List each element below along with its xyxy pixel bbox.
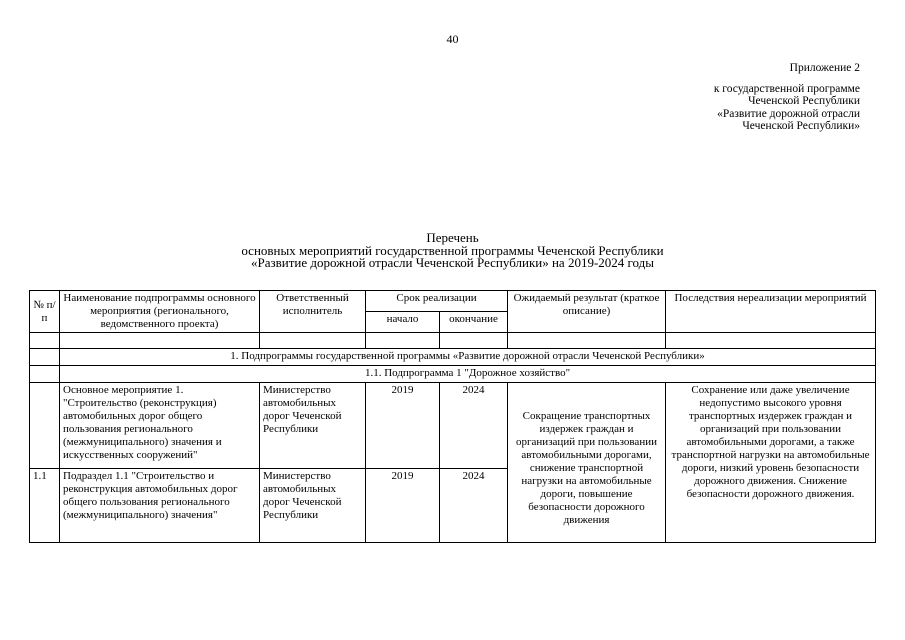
section-title: 1. Подпрограммы государственной программы «Развитие дорожной отрасли Чеченской Республики» bbox=[60, 349, 876, 366]
table-row bbox=[30, 383, 876, 469]
page-number: 40 bbox=[446, 32, 459, 46]
header-responsible: Ответственный исполнитель bbox=[260, 291, 366, 333]
row-name: Подраздел 1.1 "Строительство и реконструкция автомобильных дорог общего пользования регионального (межмуниципального) значения" bbox=[60, 469, 260, 543]
header-consequences: Последствия нереализации мероприятий bbox=[666, 291, 876, 333]
row-num: 1.1 bbox=[30, 469, 60, 543]
header-name: Наименование подпрограммы основного мероприятия (регионального, ведомственного проекта) bbox=[60, 291, 260, 333]
title-line-2: основных мероприятий государственной программы Чеченской Республики bbox=[241, 242, 664, 258]
header-period: Срок реализации bbox=[366, 291, 508, 312]
row-name: Основное мероприятие 1. "Строительство (реконструкция) автомобильных дорог общего пользования регионального (межмуниципального) значения и искусственных сооружений" bbox=[60, 383, 260, 469]
header-start: начало bbox=[366, 312, 440, 333]
header-result: Ожидаемый результат (краткое описание) bbox=[508, 291, 666, 333]
row-start: 2019 bbox=[366, 383, 440, 469]
appendix-line: «Развитие дорожной отрасли bbox=[717, 107, 860, 120]
header-num: № п/п bbox=[30, 291, 60, 333]
subsection-title: 1.1. Подпрограмма 1 "Дорожное хозяйство" bbox=[60, 366, 876, 383]
row-end: 2024 bbox=[440, 469, 508, 543]
title-line-3: «Развитие дорожной отрасли Чеченской Республики» на 2019-2024 годы bbox=[250, 255, 655, 270]
activities-table bbox=[29, 290, 876, 543]
title-line-1: Перечень bbox=[426, 230, 479, 245]
section-row bbox=[30, 349, 876, 366]
appendix-line: Чеченской Республики» bbox=[742, 120, 860, 132]
consequences-cell: Сохранение или даже увеличение недопустимо высокого уровня транспортных издержек граждан и организаций при пользовании автомобильными дорогами, а также транспортной нагрузки на автомобильные дороги, низкий уровень безопасности дорожного движения. Снижение безопасности дорожного движения. bbox=[666, 383, 876, 543]
document-title bbox=[0, 232, 905, 270]
appendix-block bbox=[714, 62, 860, 133]
appendix-label: Приложение 2 bbox=[789, 62, 860, 74]
empty-row bbox=[30, 333, 876, 349]
row-responsible: Министерство автомобильных дорог Чеченской Республики bbox=[260, 469, 366, 543]
row-responsible: Министерство автомобильных дорог Чеченской Республики bbox=[260, 383, 366, 469]
row-end: 2024 bbox=[440, 383, 508, 469]
subsection-row bbox=[30, 366, 876, 383]
header-end: окончание bbox=[440, 312, 508, 333]
appendix-line: Чеченской Республики bbox=[748, 95, 860, 107]
header-row bbox=[30, 291, 876, 312]
appendix-line: к государственной программе bbox=[713, 82, 860, 95]
row-start: 2019 bbox=[366, 469, 440, 543]
result-cell: Сокращение транспортных издержек граждан и организаций при пользовании автомобильными дорогами, снижение транспортной нагрузки на автомобильные дороги, повышение безопасности дорожного движения bbox=[508, 383, 666, 543]
row-num bbox=[30, 383, 60, 469]
